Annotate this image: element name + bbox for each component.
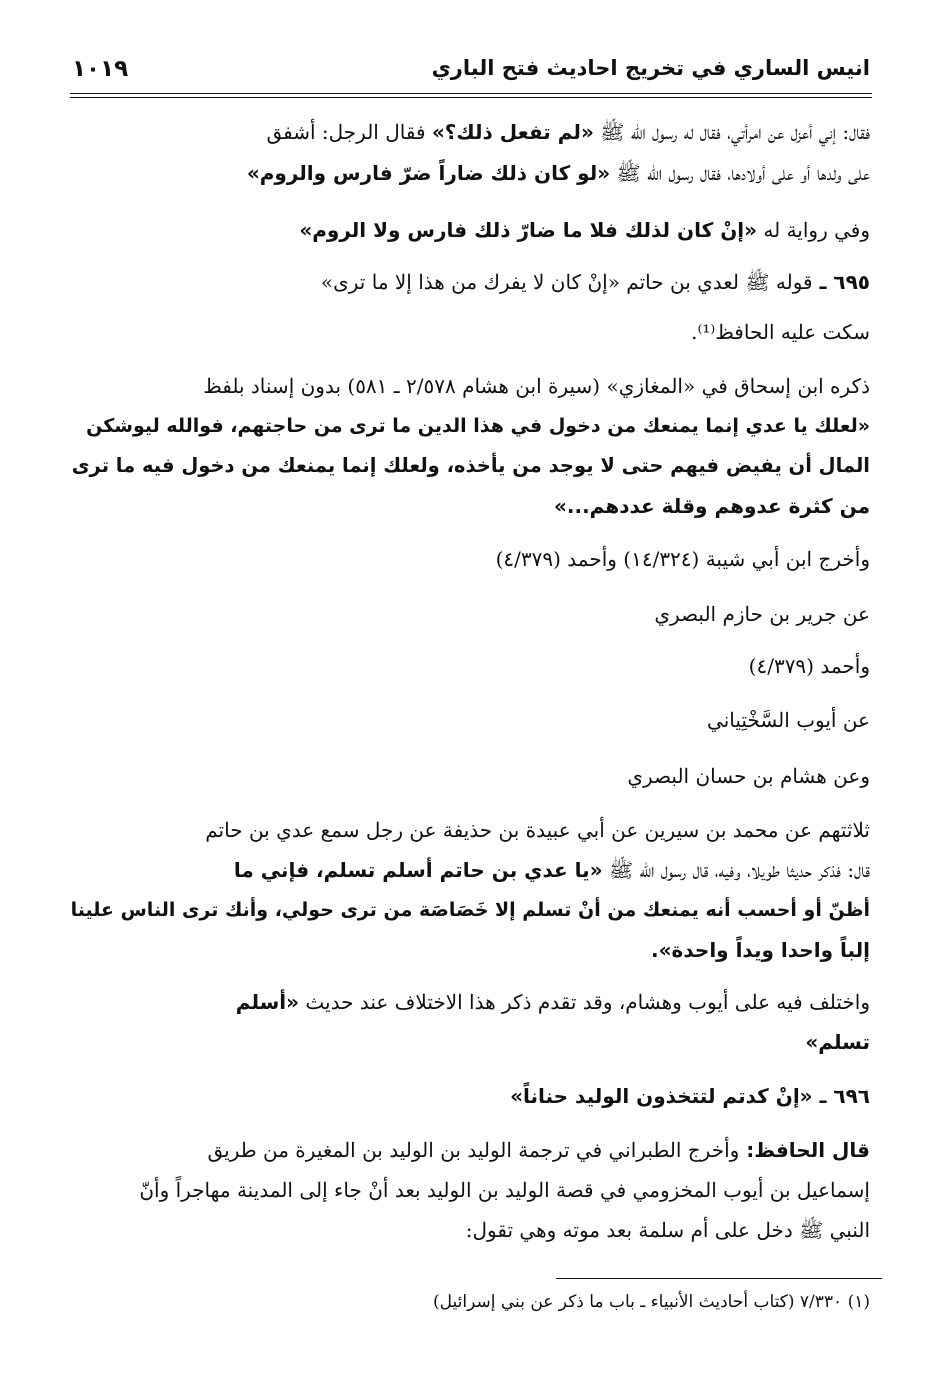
text-line: وأخرج ابن أبي شيبة (١٤/٣٢٤) وأحمد (٤/٣٧٩) — [495, 547, 870, 571]
text-line: وأحمد (٤/٣٧٩) — [748, 654, 870, 678]
text-line: قال: فذكر حديثا طويلا، وفيه، قال رسول الله ﷺ «يا عدي بن حاتم أسلم تسلم، فإني ما — [233, 858, 870, 882]
running-header-title: انيس الساري في تخريج احاديث فتح الباري — [431, 56, 870, 80]
footnote: (١) ٧/٣٣٠ (كتاب أحاديث الأنبياء ـ باب ما ذكر عن بني إسرائيل) — [433, 1292, 870, 1312]
text-line: «لعلك يا عدي إنما يمنعك من دخول في هذا الدين ما ترى من حاجتهم، فوالله ليوشكن — [86, 415, 870, 437]
text-line: ثلاثتهم عن محمد بن سيرين عن أبي عبيدة بن حذيفة عن رجل سمع عدي بن حاتم — [205, 818, 870, 842]
text-line: واختلف فيه على أيوب وهشام، وقد تقدم ذكر هذا الاختلاف عند حديث «أسلم — [235, 990, 870, 1014]
text-line: النبي ﷺ دخل على أم سلمة بعد موته وهي تقول: — [465, 1218, 870, 1242]
hadith-696-heading: ٦٩٦ ـ «إنْ كدتم لتتخذون الوليد حناناً» — [510, 1084, 870, 1108]
text-line: وعن هشام بن حسان البصري — [627, 764, 870, 788]
text-line: قال الحافظ: وأخرج الطبراني في ترجمة الوليد بن الوليد بن المغيرة من طريق — [207, 1138, 870, 1162]
text-line: تسلم» — [805, 1030, 870, 1054]
text-line: سكت عليه الحافظ⁽¹⁾. — [691, 320, 870, 344]
text-line: وفي رواية له «إنْ كان لذلك فلا ما ضارّ ذلك فارس ولا الروم» — [299, 218, 870, 242]
text-line: أظنّ أو أحسب أنه يمنعك من أنْ تسلم إلا خَصَاصَة من ترى حولي، وأنك ترى الناس علينا — [70, 899, 870, 921]
text-line: المال أن يفيض فيهم حتى لا يوجد من يأخذه، ولعلك إنما يمنعك من دخول فيه ما ترى — [71, 454, 870, 477]
text-line: إلباً واحدا ويداً واحدة». — [651, 938, 870, 962]
text-line: عن جرير بن حازم البصري — [654, 602, 870, 626]
text-line: على ولدها أو على أولادها، فقال رسول الله ﷺ «لو كان ذلك ضاراً ضرّ فارس والروم» — [246, 161, 870, 185]
text-line: ذكره ابن إسحاق في «المغازي» (سيرة ابن هشام ٢/٥٧٨ ـ ٥٨١) بدون إسناد بلفظ — [203, 374, 870, 398]
hadith-695-heading: ٦٩٥ ـ قوله ﷺ لعدي بن حاتم «إنْ كان لا يفرك من هذا إلا ما ترى» — [320, 270, 870, 294]
text-line: فقال: إني أعزل عن امرأتي، فقال له رسول الله ﷺ «لم تفعل ذلك؟» فقال الرجل: أشفق — [266, 120, 870, 144]
footnote-rule — [556, 1278, 882, 1279]
header-rule — [70, 93, 872, 98]
text-line: إسماعيل بن أيوب المخزومي في قصة الوليد بن الوليد بعد أنْ جاء إلى المدينة مهاجراً وأنّ — [139, 1178, 870, 1202]
page-number: ١٠١٩ — [72, 56, 129, 82]
text-line: من كثرة عدوهم وقلة عددهم...» — [553, 494, 870, 518]
text-line: عن أيوب السَّخْتِياني — [707, 708, 870, 732]
